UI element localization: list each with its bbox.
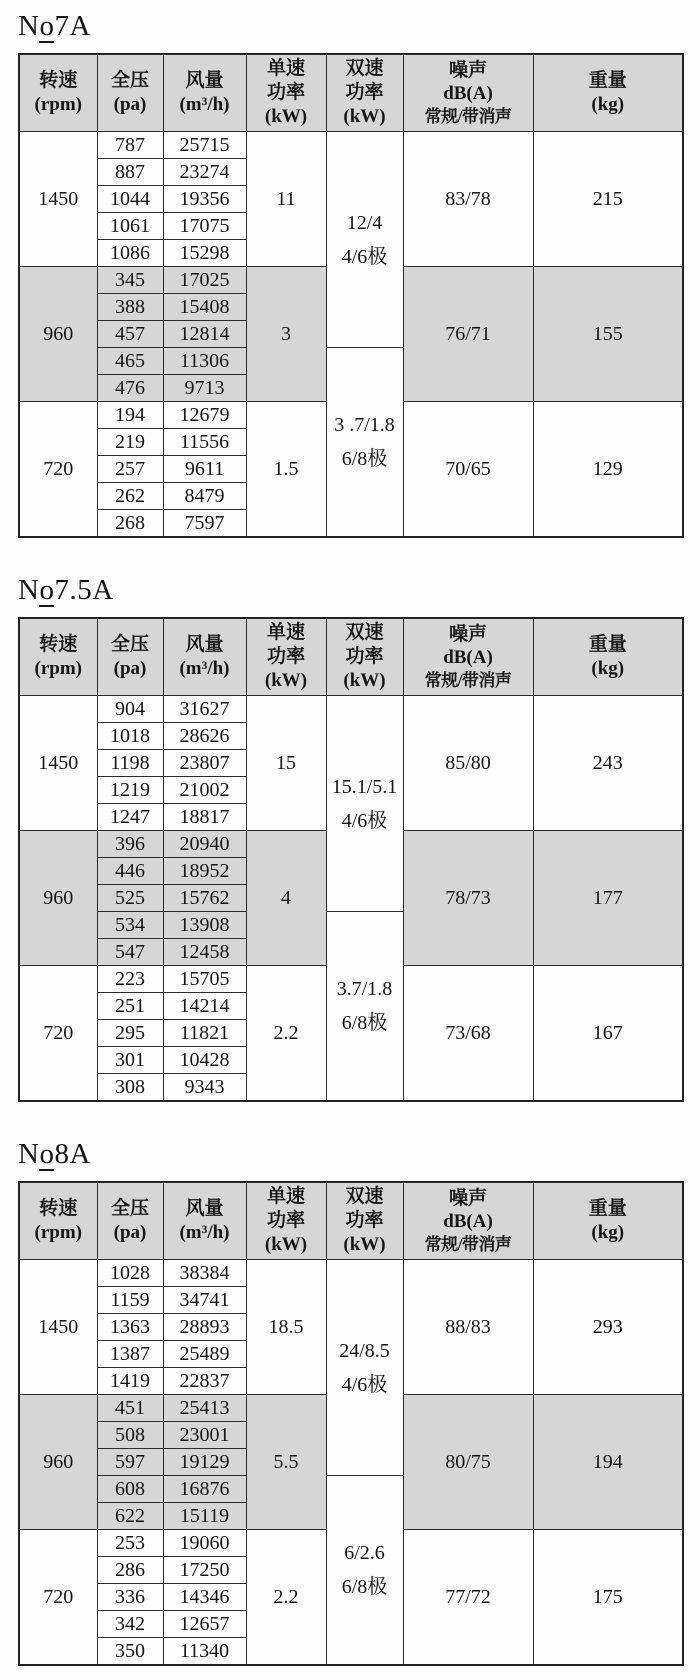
- section-title: [18, 574, 682, 607]
- single-power-cell: 15: [246, 696, 326, 831]
- pressure-cell: 534: [97, 912, 163, 939]
- column-header-weight: [533, 618, 683, 696]
- column-header-noise: [403, 618, 533, 696]
- rpm-cell: 960: [19, 267, 97, 402]
- title-o: o: [39, 574, 55, 606]
- airflow-cell: 12814: [163, 321, 246, 348]
- airflow-cell: 17250: [163, 1557, 246, 1584]
- column-header-noise: [403, 1182, 533, 1260]
- header-line: 常规/带消声: [424, 671, 512, 691]
- title-model: 7A: [54, 10, 91, 42]
- noise-cell: 88/83: [403, 1260, 533, 1395]
- header-line: 风量: [185, 634, 224, 656]
- noise-cell: 78/73: [403, 831, 533, 966]
- single-power-cell: 1.5: [246, 402, 326, 538]
- header-line: (kW): [343, 1233, 386, 1255]
- airflow-cell: 25715: [163, 132, 246, 159]
- column-header-airflow: [163, 618, 246, 696]
- single-power-cell: 3: [246, 267, 326, 402]
- header-line: 功率: [345, 1210, 384, 1232]
- pressure-cell: 1044: [97, 186, 163, 213]
- table-row: [19, 1260, 683, 1287]
- airflow-cell: 23807: [163, 750, 246, 777]
- dual-power-line: 4/6极: [341, 1373, 388, 1396]
- header-line: (kg): [591, 94, 625, 115]
- header-line: 单速: [266, 58, 305, 80]
- pressure-cell: 396: [97, 831, 163, 858]
- header-row: [19, 1182, 683, 1260]
- weight-cell: 194: [533, 1395, 683, 1530]
- airflow-cell: 8479: [163, 483, 246, 510]
- pressure-cell: 257: [97, 456, 163, 483]
- pressure-cell: 476: [97, 375, 163, 402]
- noise-cell: 85/80: [403, 696, 533, 831]
- header-line: 全压: [110, 1198, 149, 1220]
- pressure-cell: 597: [97, 1449, 163, 1476]
- pressure-cell: 1247: [97, 804, 163, 831]
- dual-power-cell: [326, 912, 403, 1102]
- airflow-cell: 18952: [163, 858, 246, 885]
- pressure-cell: 262: [97, 483, 163, 510]
- pressure-cell: 1219: [97, 777, 163, 804]
- dual-power-line: 3.7/1.8: [336, 978, 393, 1000]
- title-model: 8A: [54, 1138, 91, 1170]
- pressure-cell: 1419: [97, 1368, 163, 1395]
- airflow-cell: 15762: [163, 885, 246, 912]
- header-line: 全压: [110, 70, 149, 92]
- header-line: 功率: [266, 1210, 305, 1232]
- column-header-single-power: [246, 54, 326, 132]
- pressure-cell: 251: [97, 993, 163, 1020]
- pressure-cell: 223: [97, 966, 163, 993]
- header-line: 常规/带消声: [424, 1235, 512, 1255]
- fan-spec-table: [18, 617, 684, 1102]
- pressure-cell: 308: [97, 1074, 163, 1102]
- column-header-pressure: [97, 54, 163, 132]
- pressure-cell: 787: [97, 132, 163, 159]
- header-line: (kW): [343, 105, 386, 127]
- airflow-cell: 20940: [163, 831, 246, 858]
- weight-cell: 177: [533, 831, 683, 966]
- pressure-cell: 1086: [97, 240, 163, 267]
- header-line: (kW): [343, 669, 386, 691]
- dual-power-line: 6/8极: [341, 1576, 388, 1598]
- airflow-cell: 7597: [163, 510, 246, 538]
- dual-power-line: 6/8极: [341, 448, 388, 470]
- dual-power-cell: [326, 132, 403, 348]
- header-line: 重量: [588, 1198, 627, 1220]
- weight-cell: 129: [533, 402, 683, 538]
- dual-power-line: 24/8.5: [339, 1339, 390, 1362]
- airflow-cell: 19356: [163, 186, 246, 213]
- weight-cell: 175: [533, 1530, 683, 1666]
- rpm-cell: 720: [19, 966, 97, 1102]
- table-row: [19, 132, 683, 159]
- header-line: 功率: [345, 646, 384, 668]
- header-row: [19, 54, 683, 132]
- column-header-single-power: [246, 618, 326, 696]
- header-line: (pa): [113, 1222, 147, 1243]
- dual-power-line: 4/6极: [341, 245, 388, 268]
- airflow-cell: 11340: [163, 1638, 246, 1666]
- single-power-cell: 18.5: [246, 1260, 326, 1395]
- header-line: 常规/带消声: [424, 107, 512, 127]
- airflow-cell: 12679: [163, 402, 246, 429]
- header-line: (kg): [591, 1222, 625, 1243]
- rpm-cell: 960: [19, 1395, 97, 1530]
- header-line: (pa): [113, 94, 147, 115]
- pressure-cell: 295: [97, 1020, 163, 1047]
- weight-cell: 167: [533, 966, 683, 1102]
- title-prefix: N: [18, 10, 40, 42]
- single-power-cell: 5.5: [246, 1395, 326, 1530]
- airflow-cell: 9343: [163, 1074, 246, 1102]
- pressure-cell: 388: [97, 294, 163, 321]
- pressure-cell: 608: [97, 1476, 163, 1503]
- header-line: 转速: [39, 70, 78, 92]
- noise-cell: 73/68: [403, 966, 533, 1102]
- header-line: (m³/h): [179, 1222, 230, 1243]
- header-line: 噪声: [448, 59, 487, 81]
- airflow-cell: 19129: [163, 1449, 246, 1476]
- airflow-cell: 11556: [163, 429, 246, 456]
- dual-power-line: 4/6极: [341, 809, 388, 832]
- pressure-cell: 1159: [97, 1287, 163, 1314]
- header-line: 风量: [185, 1198, 224, 1220]
- header-line: (m³/h): [179, 658, 230, 679]
- pressure-cell: 1028: [97, 1260, 163, 1287]
- pressure-cell: 1387: [97, 1341, 163, 1368]
- weight-cell: 293: [533, 1260, 683, 1395]
- rpm-cell: 720: [19, 1530, 97, 1666]
- airflow-cell: 14214: [163, 993, 246, 1020]
- airflow-cell: 9713: [163, 375, 246, 402]
- pressure-cell: 342: [97, 1611, 163, 1638]
- single-power-cell: 2.2: [246, 966, 326, 1102]
- table-row: [19, 696, 683, 723]
- airflow-cell: 9611: [163, 456, 246, 483]
- fan-spec-table: [18, 1181, 684, 1666]
- header-line: (kW): [264, 105, 308, 127]
- title-prefix: N: [18, 1138, 40, 1170]
- airflow-cell: 31627: [163, 696, 246, 723]
- fan-spec-table: [18, 53, 684, 538]
- pressure-cell: 457: [97, 321, 163, 348]
- rpm-cell: 960: [19, 831, 97, 966]
- noise-cell: 76/71: [403, 267, 533, 402]
- pressure-cell: 446: [97, 858, 163, 885]
- column-header-dual-power: [326, 54, 403, 132]
- header-line: 重量: [588, 70, 627, 92]
- header-line: 双速: [345, 58, 384, 80]
- airflow-cell: 22837: [163, 1368, 246, 1395]
- header-line: (rpm): [34, 658, 82, 679]
- airflow-cell: 38384: [163, 1260, 246, 1287]
- rpm-cell: 1450: [19, 132, 97, 267]
- column-header-weight: [533, 1182, 683, 1260]
- title-o: o: [39, 1138, 55, 1170]
- pressure-cell: 268: [97, 510, 163, 538]
- header-line: 双速: [345, 622, 384, 644]
- header-line: dB(A): [443, 83, 493, 105]
- dual-power-cell: [326, 1260, 403, 1476]
- pressure-cell: 286: [97, 1557, 163, 1584]
- noise-cell: 70/65: [403, 402, 533, 538]
- airflow-cell: 17075: [163, 213, 246, 240]
- airflow-cell: 28626: [163, 723, 246, 750]
- dual-power-cell: [326, 696, 403, 912]
- header-line: 转速: [39, 634, 78, 656]
- column-header-airflow: [163, 1182, 246, 1260]
- pressure-cell: 350: [97, 1638, 163, 1666]
- column-header-dual-power: [326, 1182, 403, 1260]
- header-line: 单速: [266, 622, 305, 644]
- airflow-cell: 18817: [163, 804, 246, 831]
- header-line: dB(A): [443, 647, 493, 669]
- header-line: 功率: [345, 82, 384, 104]
- airflow-cell: 21002: [163, 777, 246, 804]
- rpm-cell: 1450: [19, 1260, 97, 1395]
- header-row: [19, 618, 683, 696]
- dual-power-line: 6/2.6: [344, 1542, 385, 1564]
- header-line: 功率: [266, 646, 305, 668]
- title-o: o: [39, 10, 55, 42]
- airflow-cell: 11821: [163, 1020, 246, 1047]
- header-line: (rpm): [34, 1222, 82, 1243]
- airflow-cell: 17025: [163, 267, 246, 294]
- header-line: 双速: [345, 1186, 384, 1208]
- single-power-cell: 11: [246, 132, 326, 267]
- header-line: (pa): [113, 658, 147, 679]
- dual-power-cell: [326, 348, 403, 538]
- airflow-cell: 34741: [163, 1287, 246, 1314]
- column-header-airflow: [163, 54, 246, 132]
- pressure-cell: 253: [97, 1530, 163, 1557]
- header-line: (m³/h): [179, 94, 230, 115]
- header-line: 全压: [110, 634, 149, 656]
- dual-power-line: 3 .7/1.8: [334, 414, 395, 436]
- title-model: 7.5A: [54, 574, 114, 606]
- airflow-cell: 15298: [163, 240, 246, 267]
- header-line: dB(A): [443, 1211, 493, 1233]
- airflow-cell: 12458: [163, 939, 246, 966]
- dual-power-line: 12/4: [346, 211, 383, 234]
- single-power-cell: 4: [246, 831, 326, 966]
- column-header-speed: [19, 54, 97, 132]
- header-line: 功率: [266, 82, 305, 104]
- airflow-cell: 10428: [163, 1047, 246, 1074]
- noise-cell: 80/75: [403, 1395, 533, 1530]
- pressure-cell: 465: [97, 348, 163, 375]
- header-line: (kW): [264, 1233, 308, 1255]
- airflow-cell: 14346: [163, 1584, 246, 1611]
- pressure-cell: 194: [97, 402, 163, 429]
- pressure-cell: 622: [97, 1503, 163, 1530]
- pressure-cell: 525: [97, 885, 163, 912]
- header-line: 转速: [39, 1198, 78, 1220]
- column-header-single-power: [246, 1182, 326, 1260]
- column-header-noise: [403, 54, 533, 132]
- pressure-cell: 887: [97, 159, 163, 186]
- airflow-cell: 15119: [163, 1503, 246, 1530]
- noise-cell: 77/72: [403, 1530, 533, 1666]
- pressure-cell: 219: [97, 429, 163, 456]
- header-line: (kg): [591, 658, 625, 679]
- column-header-dual-power: [326, 618, 403, 696]
- column-header-speed: [19, 1182, 97, 1260]
- pressure-cell: 1363: [97, 1314, 163, 1341]
- header-line: 单速: [266, 1186, 305, 1208]
- column-header-pressure: [97, 618, 163, 696]
- airflow-cell: 19060: [163, 1530, 246, 1557]
- weight-cell: 215: [533, 132, 683, 267]
- pressure-cell: 336: [97, 1584, 163, 1611]
- title-prefix: N: [18, 574, 40, 606]
- airflow-cell: 25413: [163, 1395, 246, 1422]
- column-header-weight: [533, 54, 683, 132]
- airflow-cell: 16876: [163, 1476, 246, 1503]
- dual-power-line: 6/8极: [341, 1012, 388, 1034]
- section-title: [18, 10, 682, 43]
- pressure-cell: 451: [97, 1395, 163, 1422]
- noise-cell: 83/78: [403, 132, 533, 267]
- column-header-pressure: [97, 1182, 163, 1260]
- weight-cell: 243: [533, 696, 683, 831]
- pressure-cell: 1061: [97, 213, 163, 240]
- airflow-cell: 13908: [163, 912, 246, 939]
- header-line: 重量: [588, 634, 627, 656]
- header-line: (kW): [264, 669, 308, 691]
- airflow-cell: 15408: [163, 294, 246, 321]
- dual-power-line: 15.1/5.1: [331, 775, 398, 798]
- header-line: (rpm): [34, 94, 82, 115]
- header-line: 噪声: [448, 623, 487, 645]
- airflow-cell: 23274: [163, 159, 246, 186]
- pressure-cell: 508: [97, 1422, 163, 1449]
- rpm-cell: 720: [19, 402, 97, 538]
- single-power-cell: 2.2: [246, 1530, 326, 1666]
- airflow-cell: 28893: [163, 1314, 246, 1341]
- header-line: 噪声: [448, 1187, 487, 1209]
- airflow-cell: 12657: [163, 1611, 246, 1638]
- pressure-cell: 547: [97, 939, 163, 966]
- rpm-cell: 1450: [19, 696, 97, 831]
- pressure-cell: 301: [97, 1047, 163, 1074]
- pressure-cell: 345: [97, 267, 163, 294]
- pressure-cell: 1198: [97, 750, 163, 777]
- dual-power-cell: [326, 1476, 403, 1666]
- airflow-cell: 25489: [163, 1341, 246, 1368]
- header-line: 风量: [185, 70, 224, 92]
- airflow-cell: 15705: [163, 966, 246, 993]
- weight-cell: 155: [533, 267, 683, 402]
- airflow-cell: 23001: [163, 1422, 246, 1449]
- column-header-speed: [19, 618, 97, 696]
- airflow-cell: 11306: [163, 348, 246, 375]
- pressure-cell: 1018: [97, 723, 163, 750]
- section-title: [18, 1138, 682, 1171]
- pressure-cell: 904: [97, 696, 163, 723]
